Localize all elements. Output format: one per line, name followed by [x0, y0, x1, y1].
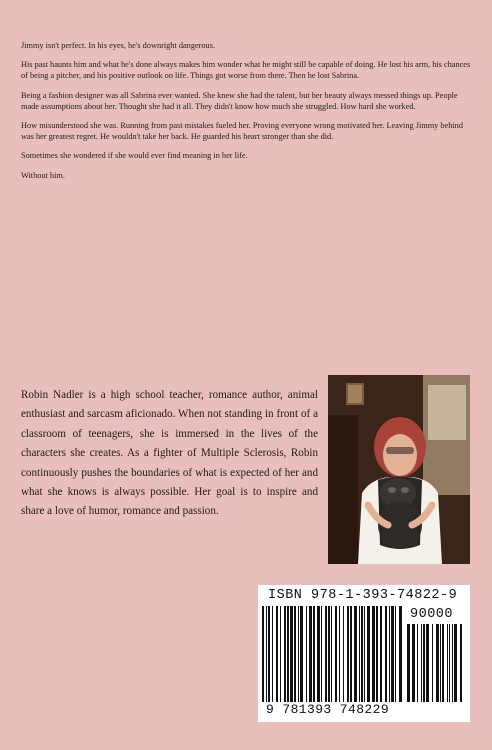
barcode-bar	[367, 606, 370, 702]
barcode-bar	[266, 606, 267, 702]
barcode-bar	[300, 606, 303, 702]
blurb-paragraph: His past haunts him and what he's done always makes him wonder what he might still be capable of doing. He lost his arm, his chances of being a pitcher, and his positive outlook on life. Things got worse from there. Then he lost Sabrina.	[21, 60, 471, 81]
author-bio: Robin Nadler is a high school teacher, romance author, animal enthusiast and sarcasm aficionado. When not standing in front of a classroom of teenagers, she is immersed in the lives of the characters she creates. As a fighter of Multiple Sclerosis, Robin continuously pushes the boundaries of what is expected of her and what she knows is always possible. Her goal is to inspire and share a love of humor, romance and passion.	[21, 389, 318, 518]
barcode-bar	[331, 606, 332, 702]
barcode-bar	[385, 606, 387, 702]
barcode-bar	[294, 606, 296, 702]
barcode-bar	[272, 606, 273, 702]
barcode-bar	[440, 624, 441, 702]
barcode-bar	[262, 606, 264, 702]
barcode-bar	[449, 624, 450, 702]
blurb-paragraph: Sometimes she wondered if she would ever find meaning in her life.	[21, 151, 248, 161]
barcode-bar	[412, 624, 415, 702]
barcode-bar	[426, 624, 429, 702]
barcode-bar	[347, 606, 349, 702]
barcode-bar	[317, 606, 320, 702]
barcode-bar	[268, 606, 270, 702]
barcode-bar	[354, 606, 357, 702]
barcode-bar	[298, 606, 299, 702]
barcode-bar	[436, 624, 439, 702]
blurb-paragraph: How misunderstood she was. Running from past mistakes fueled her. Proving everyone wrong motivated her. Leaving Jimmy behind was her greatest regret. He wouldn't take her back. He guarded his heart stronger than she did.	[21, 121, 463, 142]
barcode-bar	[335, 606, 337, 702]
barcode-bar	[309, 606, 312, 702]
barcode-bar	[395, 606, 396, 702]
barcode-bar	[280, 606, 281, 702]
price-code: 90000	[410, 607, 454, 622]
barcode-bar	[389, 606, 390, 702]
barcode-bar	[284, 606, 286, 702]
isbn-label: ISBN 978-1-393-74822-9	[268, 588, 458, 603]
barcode-bar	[372, 606, 375, 702]
barcode-bar	[328, 606, 330, 702]
barcode-bar	[380, 606, 382, 702]
barcode-bar	[376, 606, 378, 702]
barcode-bar	[306, 606, 307, 702]
barcode-bar	[339, 606, 340, 702]
barcode-bar	[313, 606, 315, 702]
barcode-bar	[343, 606, 344, 702]
back-cover-blurb	[21, 40, 473, 189]
barcode-bar	[287, 606, 289, 702]
barcode-bars	[262, 606, 404, 702]
barcode-bar	[361, 606, 363, 702]
blurb-paragraph: Being a fashion designer was all Sabrina ever wanted. She knew she had the talent, but her beauty always messed things up. People made assumptions about her. Thought she had it all. They didn't know how much she struggled. How hard she worked.	[21, 90, 458, 111]
barcode-bar	[417, 624, 418, 702]
barcode-bar	[423, 624, 425, 702]
barcode-bar	[359, 606, 360, 702]
barcode-bar	[276, 606, 278, 702]
blurb-paragraph: Jimmy isn't perfect. In his eyes, he's downright dangerous.	[21, 41, 216, 50]
barcode-bar	[421, 624, 422, 702]
barcode-digits: 9 781393 748229	[266, 702, 390, 717]
barcode-bar	[442, 624, 444, 702]
barcode-bar	[321, 606, 322, 702]
barcode-bar	[432, 624, 433, 702]
barcode-bar	[391, 606, 394, 702]
barcode-bar	[460, 624, 462, 702]
author-photo	[328, 375, 470, 564]
barcode-bar	[447, 624, 448, 702]
barcode-bar	[407, 624, 410, 702]
barcode-bar	[350, 606, 352, 702]
barcode-bar	[364, 606, 365, 702]
barcode-bar	[452, 624, 453, 702]
barcode-bar	[290, 606, 293, 702]
barcode-bar	[454, 624, 457, 702]
barcode-addon-bars	[407, 624, 463, 702]
blurb-paragraph: Without him.	[21, 170, 65, 180]
barcode-bar	[325, 606, 327, 702]
barcode-bar	[399, 606, 402, 702]
